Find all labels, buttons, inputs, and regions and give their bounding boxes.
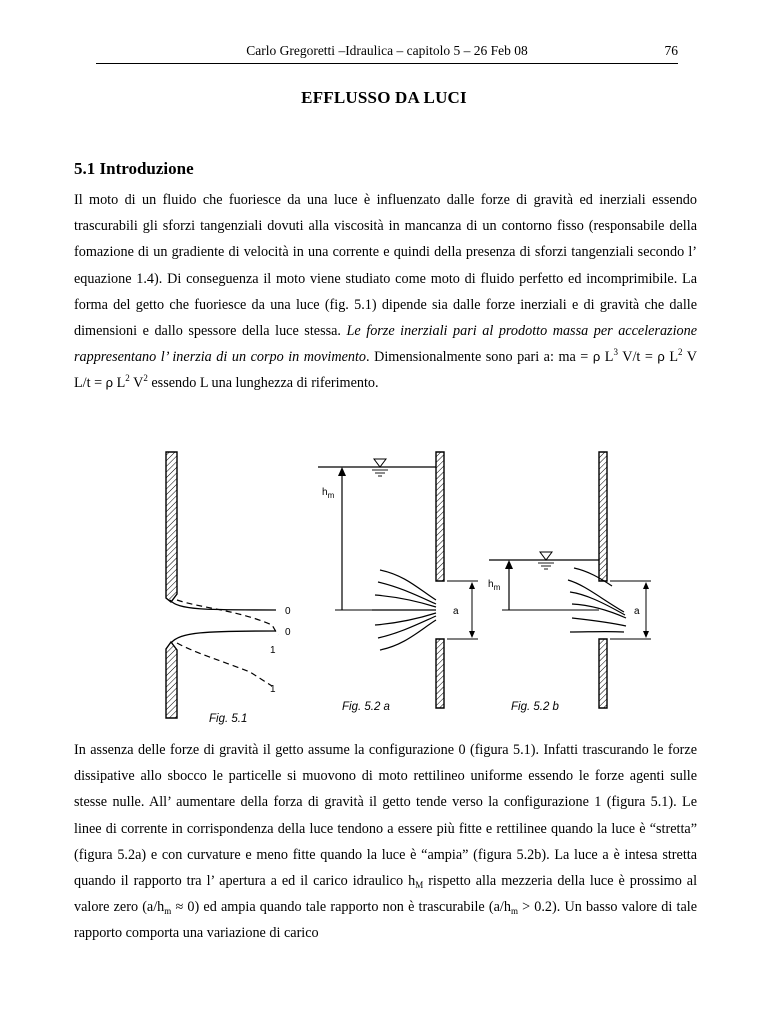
water-level-icon [374, 459, 386, 467]
formula-part: V/t = [617, 349, 658, 366]
fig52b-wall-upper [599, 452, 607, 581]
figure-5-1 [166, 452, 291, 725]
exponent: 2 [678, 347, 683, 358]
paragraph-gravity-effects [74, 737, 697, 947]
figure-5-2b [488, 452, 651, 713]
running-header [96, 43, 678, 64]
section-title: 5.1 Introduzione [74, 159, 194, 178]
fig51-jet0-upper [170, 600, 276, 610]
formula-part: L [113, 375, 126, 392]
water-level-icon [540, 552, 552, 560]
p1-italic-definition: Le forze inerziali pari al prodotto massa per accelerazione rappresentano l’ inerzia di un corpo in movimento [74, 323, 697, 366]
formula-part: V [129, 375, 144, 392]
formula-part: L [664, 349, 678, 366]
fig51-jet1-upper [177, 600, 278, 635]
running-head-text: Carlo Gregoretti –Idraulica – capitolo 5 – 26 Feb 08 [246, 43, 528, 58]
fig51-wall-upper [166, 452, 177, 602]
fig52a-wall-lower [436, 639, 444, 708]
fig52b-a-label: a [634, 606, 640, 617]
fig51-jet0-lower [171, 631, 276, 643]
figures-svg [0, 440, 768, 740]
p2-text-d: > 0.2). Un basso valore di tale rapporto comporta una variazione di carico [74, 899, 697, 942]
p2-text-a: In assenza delle forze di gravità il getto assume la configurazione 0 (figura 5.1). Infatti trascurando le forze dissipative allo sbocco le particelle si muovono di moto rettilineo uniforme essendo le forze agenti sulle stesse nulle. All’ aumentare della forza di gravità il getto tende verso la configurazione 1 (figura 5.1). Le linee di corrente in corrispondenza della luce tendono a essere più fitte e rettilinee quando la luce è “stretta” (figura 5.2a) e con curvature e meno fitte quando la luce è “ampia” (figura 5.2b). La luce a è intesa stretta quando il rapporto tra l’ apertura a ed il carico idraulico h [74, 742, 697, 890]
fig52a-caption: Fig. 5.2 a [342, 701, 390, 713]
p2-text-c: ≈ 0) ed ampia quando tale rapporto non è trascurabile (a/h [171, 899, 511, 916]
exponent: 3 [613, 347, 618, 358]
formula-part: L [600, 349, 614, 366]
fig52b-wall-lower [599, 639, 607, 708]
fig51-caption: Fig. 5.1 [209, 713, 248, 725]
fig51-jet1-lower [177, 643, 272, 686]
paragraph-introduction [74, 187, 697, 397]
subscript: m [164, 906, 172, 917]
fig51-wall-lower [166, 642, 177, 718]
subscript: M [415, 880, 424, 891]
exponent: 2 [125, 373, 130, 384]
fig51-label-1-lower: 1 [270, 684, 276, 695]
fig51-label-0-lower: 0 [285, 627, 291, 638]
figure-5-2a [318, 452, 478, 713]
fig51-label-0-upper: 0 [285, 606, 291, 617]
figures-area [0, 440, 768, 740]
exponent: 2 [143, 373, 148, 384]
rho-symbol: ρ [592, 349, 601, 365]
fig51-label-1-upper: 1 [270, 645, 276, 656]
fig52a-a-label: a [453, 606, 459, 617]
chapter-title: EFFLUSSO DA LUCI [301, 88, 467, 107]
p1-text-a: Il moto di un fluido che fuoriesce da una luce è influenzato dalle forze di gravità ed inerziali essendo trascurabili gli sforzi tangenziali dovuti alla viscosità in mancanza di un contorno fisso (responsabile della fomazione di un gradiente di velocità in una corrente e quindi della presenza di sforzi tangenziali secondo l’ equazione 1.4). Di conseguenza il moto viene studiato come moto di fluido perfetto ed incomprimibile. La forma del getto che fuoriesce da una luce (fig. 5.1) dipende sia dalle forze inerziali e di gravità che dalle dimensioni e dallo spessore della luce stessa. [74, 192, 697, 340]
fig52b-h-label: $h_m$ [488, 579, 501, 592]
fig52b-caption: Fig. 5.2 b [511, 701, 559, 713]
p1-text-c: essendo L una lunghezza di riferimento. [147, 375, 379, 392]
fig52a-h-label: $h_m$ [322, 487, 335, 500]
p2-text-b: rispetto alla mezzeria della luce è prossimo al valore zero (a/h [74, 873, 698, 916]
rho-symbol: ρ [657, 349, 665, 365]
page-number: 76 [664, 43, 678, 58]
p1-text-b: . Dimensionalmente sono pari a: ma = [366, 349, 593, 366]
subscript: m [510, 906, 518, 917]
fig52a-wall-upper [436, 452, 444, 581]
rho-symbol: ρ [105, 375, 114, 391]
formula-part: V L/t = [74, 349, 698, 392]
